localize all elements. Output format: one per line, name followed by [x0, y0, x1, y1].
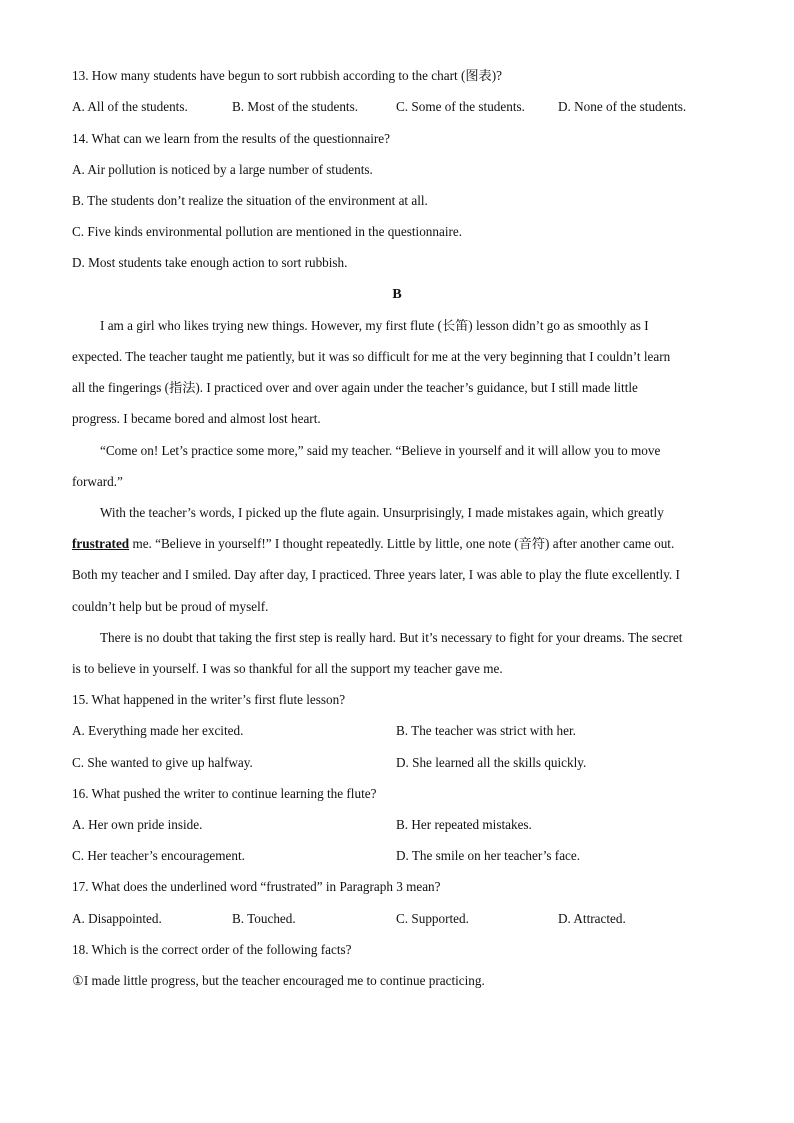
q17-option-b[interactable]: B. Touched. [232, 911, 296, 926]
passage-p2-line1: “Come on! Let’s practice some more,” said my teacher. “Believe in yourself and it will allow you to move [100, 443, 661, 458]
passage-p3-line3: Both my teacher and I smiled. Day after day, I practiced. Three years later, I was able to play the flute excellently. I [72, 567, 680, 582]
q13-option-a[interactable]: A. All of the students. [72, 99, 188, 114]
q16-question: 16. What pushed the writer to continue learning the flute? [72, 786, 377, 801]
passage-p2-line2: forward.” [72, 474, 123, 489]
q16-option-d[interactable]: D. The smile on her teacher’s face. [396, 848, 581, 863]
q17-option-c[interactable]: C. Supported. [396, 911, 469, 926]
q15-option-a[interactable]: A. Everything made her excited. [72, 723, 244, 738]
q16-option-a[interactable]: A. Her own pride inside. [72, 817, 203, 832]
q14-question: 14. What can we learn from the results of the questionnaire? [72, 131, 390, 146]
passage-p3-line2-rest: me. “Believe in yourself!” I thought repeatedly. Little by little, one note (音符) after another came out. [129, 536, 675, 551]
q15-option-b[interactable]: B. The teacher was strict with her. [396, 723, 576, 738]
q15-option-c[interactable]: C. She wanted to give up halfway. [72, 755, 253, 770]
q14-option-a[interactable]: A. Air pollution is noticed by a large number of students. [72, 162, 373, 177]
q13-option-b[interactable]: B. Most of the students. [232, 99, 359, 114]
q17-option-d[interactable]: D. Attracted. [558, 911, 626, 926]
q16-option-b[interactable]: B. Her repeated mistakes. [396, 817, 532, 832]
passage-p3-line4: couldn’t help but be proud of myself. [72, 599, 269, 614]
q18-question: 18. Which is the correct order of the following facts? [72, 942, 352, 957]
q13-option-c[interactable]: C. Some of the students. [396, 99, 525, 114]
passage-p3-line1: With the teacher’s words, I picked up the flute again. Unsurprisingly, I made mistakes again, which greatly [100, 505, 664, 520]
q13-question: 13. How many students have begun to sort rubbish according to the chart (图表)? [72, 68, 502, 83]
passage-p3-line2 [72, 536, 674, 552]
passage-p1-line3: all the fingerings (指法). I practiced over and over again under the teacher’s guidance, but I still made little [72, 380, 638, 395]
q15-option-d[interactable]: D. She learned all the skills quickly. [396, 755, 587, 770]
q18-fact-1: ①I made little progress, but the teacher encouraged me to continue practicing. [72, 973, 485, 988]
q14-option-d[interactable]: D. Most students take enough action to sort rubbish. [72, 255, 348, 270]
q13-option-d[interactable]: D. None of the students. [558, 99, 687, 114]
passage-p4-line2: is to believe in yourself. I was so thankful for all the support my teacher gave me. [72, 661, 503, 676]
passage-p4-line1: There is no doubt that taking the first step is really hard. But it’s necessary to fight for your dreams. The secret [100, 630, 683, 645]
q17-question: 17. What does the underlined word “frustrated” in Paragraph 3 mean? [72, 879, 441, 894]
passage-p1-line4: progress. I became bored and almost lost heart. [72, 411, 321, 426]
section-title: B [392, 287, 402, 302]
passage-p1-line2: expected. The teacher taught me patiently, but it was so difficult for me at the very beginning that I couldn’t learn [72, 349, 671, 364]
q17-option-a[interactable]: A. Disappointed. [72, 911, 162, 926]
q14-option-b[interactable]: B. The students don’t realize the situation of the environment at all. [72, 193, 428, 208]
underlined-word: frustrated [72, 536, 130, 551]
passage-p1-line1: I am a girl who likes trying new things. However, my first flute (长笛) lesson didn’t go as smoothly as I [100, 318, 649, 333]
q14-option-c[interactable]: C. Five kinds environmental pollution are mentioned in the questionnaire. [72, 224, 463, 239]
q15-question: 15. What happened in the writer’s first flute lesson? [72, 692, 346, 707]
q16-option-c[interactable]: C. Her teacher’s encouragement. [72, 848, 245, 863]
